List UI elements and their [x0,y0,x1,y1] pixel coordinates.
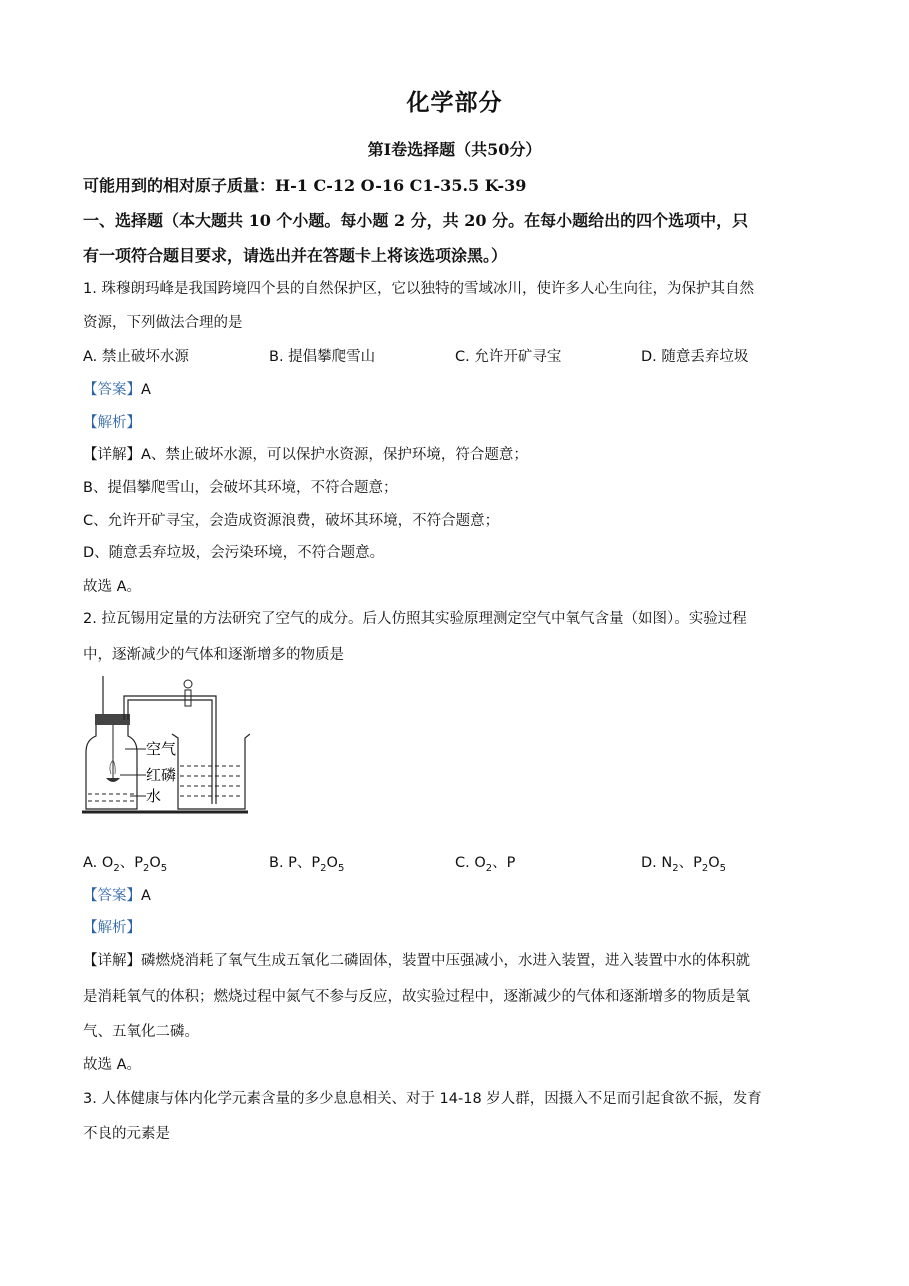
q3-stem-line2: 不良的元素是 [83,1126,170,1142]
q2-option-a: A. $O_2$、$P_2O_5$ [83,855,168,874]
q1-stem-line2: 资源，下列做法合理的是 [83,315,243,331]
q2-detail-line3: 气、五氧化二磷。 [83,1024,199,1040]
q3-stem-line1: 3. 人体健康与体内化学元素含量的多少息息相关、对于 14-18 岁人群，因摄入不足而引起食欲不振，发育 [83,1091,762,1107]
q1-detail-b: B、提倡攀爬雪山，会破坏其环境，不符合题意； [83,480,398,496]
q1-option-c: C. 允许开矿寻宝 [455,349,562,365]
q2-answer: A [141,888,151,904]
q1-option-b: B. 提倡攀爬雪山 [269,349,376,365]
q1-detail-a-line [83,443,528,464]
q1-conclusion: 故选 A。 [83,579,142,595]
q1-option-a: A. 禁止破坏水源 [83,349,189,365]
atomic-masses-line: 可能用到的相对原子质量：H-1 C-12 O-16 C1-35.5 K-39 [83,176,527,195]
detail-tag: 【详解】 [83,953,141,969]
q1-answer-line [83,378,151,399]
page-title: 化学部分 [406,89,503,116]
q1-detail-d: D、随意丢弃垃圾，会污染环境，不符合题意。 [83,545,385,561]
section-instructions-line1: 一、选择题（本大题共 10 个小题。每小题 2 分，共 20 分。在每小题给出的四个选项中，只 [83,211,749,230]
q1-answer: A [141,382,151,398]
q2-option-c: C. $O_2$、P [455,855,516,874]
q1-option-d: D. 随意丢弃垃圾 [641,349,749,365]
q1-stem-line1: 1. 珠穆朗玛峰是我国跨境四个县的自然保护区，它以独特的雪域冰川，使许多人心生向往，为保护其自然 [83,281,754,297]
figure-label-phosphorus: 红磷 [146,766,177,784]
q2-option-b: B. P、$P_2O_5$ [269,855,345,874]
q2-stem-line1: 2. 拉瓦锡用定量的方法研究了空气的成分。后人仿照其实验原理测定空气中氧气含量（如图）。实验过程 [83,611,747,627]
oxygen-experiment-figure [80,676,250,818]
q1-analysis-tag: 【解析】 [83,415,141,431]
figure-label-air: 空气 [146,740,177,758]
q2-detail-line1: 【详解】磷燃烧消耗了氧气生成五氧化二磷固体，装置中压强减小，水进入装置，进入装置中水的体积就 [83,953,750,969]
answer-tag: 【答案】 [83,382,141,398]
q1-detail-c: C、允许开矿寻宝，会造成资源浪费，破坏其环境，不符合题意； [83,513,500,529]
detail-tag: 【详解】 [83,447,141,463]
q2-detail-line2: 是消耗氧气的体积；燃烧过程中氮气不参与反应，故实验过程中，逐渐减少的气体和逐渐增多的物质是氧 [83,989,750,1005]
figure-label-water: 水 [146,787,162,805]
q1-detail-a: A、禁止破坏水源，可以保护水资源，保护环境，符合题意； [141,447,528,463]
q2-answer-line [83,884,151,905]
q2-option-d: D. $N_2$、$P_2O_5$ [641,855,727,874]
section-instructions-line2: 有一项符合题目要求，请选出并在答题卡上将该选项涂黑。） [83,246,508,265]
section-subtitle: 第I卷选择题（共50分） [367,140,542,159]
q2-stem-line2: 中，逐渐减少的气体和逐渐增多的物质是 [83,647,344,663]
q2-conclusion: 故选 A。 [83,1057,142,1073]
q2-analysis-tag: 【解析】 [83,920,141,936]
answer-tag: 【答案】 [83,888,141,904]
